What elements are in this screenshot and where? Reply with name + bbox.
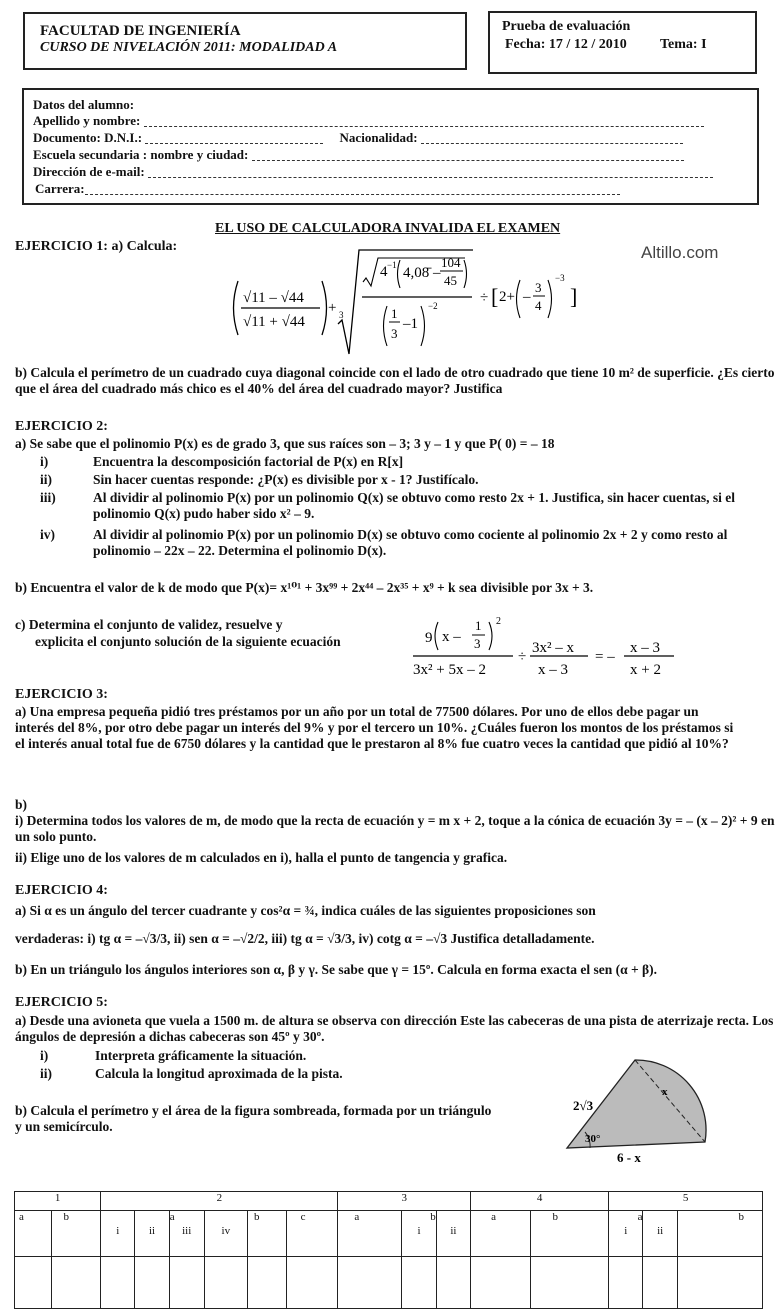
grid-group-1: 1	[15, 1192, 101, 1211]
svg-text:2+: 2+	[499, 289, 515, 305]
ex2-i-num: i)	[40, 454, 49, 469]
doc-label: Documento: D.N.I.:	[33, 130, 143, 145]
grid-score-cell[interactable]	[677, 1257, 762, 1309]
grid-5a-i-label: i	[624, 1225, 628, 1237]
svg-text:−2: −2	[428, 301, 438, 311]
grid-group-3: 3	[338, 1192, 471, 1211]
svg-text:3: 3	[339, 310, 344, 320]
ex5-ai-num: i)	[40, 1048, 49, 1063]
grid-2a-iii: a iii	[169, 1211, 204, 1257]
student-school-row	[33, 147, 684, 163]
ex4-title: EJERCICIO 4:	[15, 883, 108, 898]
ex1-title: EJERCICIO 1: a) Calcula:	[15, 239, 178, 254]
svg-text:4: 4	[535, 298, 542, 313]
svg-text:√11 – √44: √11 – √44	[243, 290, 304, 306]
email-label: Dirección de e-mail:	[33, 164, 145, 179]
svg-text:9: 9	[425, 630, 433, 646]
svg-text:x –: x –	[442, 629, 461, 645]
svg-text:]: ]	[570, 284, 578, 309]
name-label: Apellido y nombre:	[33, 113, 141, 128]
fig-base: 6 - x	[617, 1150, 641, 1165]
ex5-a: a) Desde una avioneta que vuela a 1500 m. de altura se observa con dirección Este las cabeceras de una pista de aterrizaje recta. Los ángulos de depresión a dichas cabeceras son 45º y 30º.	[15, 1013, 774, 1044]
calculator-warning: EL USO DE CALCULADORA INVALIDA EL EXAMEN	[215, 221, 561, 236]
svg-text:3x² + 5x – 2: 3x² + 5x – 2	[413, 662, 486, 678]
grid-score-cell[interactable]	[169, 1257, 204, 1309]
nationality-field[interactable]	[421, 135, 683, 144]
svg-text:√11 + √44: √11 + √44	[243, 314, 305, 330]
svg-text:3: 3	[391, 326, 398, 341]
grid-score-cell[interactable]	[402, 1257, 436, 1309]
svg-text:−3: −3	[555, 273, 565, 283]
ex2-i-text: Encuentra la descomposición factorial de P(x) en R[x]	[93, 454, 404, 469]
ex2-iii-text: Al dividir al polinomio P(x) por un polinomio Q(x) se obtuvo como resto 2x + 1. Justifica, sin hacer cuentas, si el polinomio Q(x) pudo haber sido x² – 9.	[93, 490, 735, 521]
student-data-title: Datos del alumno:	[33, 97, 135, 112]
grid-3b-i: b i	[402, 1211, 436, 1257]
ex3-a: a) Una empresa pequeña pidió tres préstamos por un año por un total de 77500 dólares. Por uno de ellos debe pagar un interés del 8%, por otro debe pagar un interés del 9% y por el tercero un 10%. ¿Cuáles fueron los montos de los préstamos si el interés anual total fue de 6750 dólares y la cantidad que le prestaron al 8% fue cuatro veces la cantidad que pidió al 10%?	[15, 704, 734, 751]
grid-score-cell[interactable]	[530, 1257, 609, 1309]
ex4-a1: a) Si α es un ángulo del tercer cuadrante y cos²α = ¾, indica cuáles de las siguientes proposiciones son	[15, 903, 596, 918]
ex5-ai	[40, 1048, 306, 1064]
grid-3b-ii	[436, 1211, 470, 1257]
ex5-b: b) Calcula el perímetro y el área de la figura sombreada, formada por un triángulo y un semicírculo.	[15, 1103, 492, 1134]
grid-score-cell[interactable]	[609, 1257, 643, 1309]
test-theme: Tema: I	[660, 37, 707, 52]
ex2-i	[40, 454, 775, 470]
svg-text:x – 3: x – 3	[630, 640, 660, 656]
grid-2a-ii-label: ii	[149, 1225, 156, 1237]
grid-5a-ii-label: ii	[657, 1225, 664, 1237]
grid-3a: a	[338, 1211, 402, 1257]
career-label: Carrera:	[35, 181, 85, 196]
grid-score-cell[interactable]	[204, 1257, 247, 1309]
grid-score-cell[interactable]	[51, 1257, 101, 1309]
student-career-row	[35, 181, 620, 197]
grid-score-cell[interactable]	[436, 1257, 470, 1309]
ex2-iii	[40, 490, 775, 522]
fig-angle: 30°	[585, 1133, 601, 1145]
svg-text:1: 1	[391, 306, 398, 321]
ex3-bii: ii) Elige uno de los valores de m calculados en i), halla el punto de tangencia y grafica.	[15, 850, 508, 865]
grid-group-2: 2	[101, 1192, 338, 1211]
ex4-b: b) En un triángulo los ángulos interiores son α, β y γ. Se sabe que γ = 15º. Calcula en forma exacta el sen (α + β).	[15, 962, 658, 977]
grid-4b: b	[530, 1211, 609, 1257]
ex5-aii	[40, 1066, 343, 1082]
score-grid	[14, 1191, 763, 1309]
student-doc-row	[33, 130, 683, 146]
grid-score-cell[interactable]	[135, 1257, 169, 1309]
svg-text:x – 3: x – 3	[538, 662, 568, 678]
svg-text:= –: = –	[595, 649, 615, 665]
svg-text:3: 3	[535, 280, 542, 295]
grid-score-cell[interactable]	[643, 1257, 677, 1309]
grid-2a-iv	[204, 1211, 247, 1257]
grid-score-cell[interactable]	[248, 1257, 287, 1309]
grid-2a-iii-label: iii	[182, 1225, 192, 1237]
ex5-title: EJERCICIO 5:	[15, 995, 108, 1010]
grid-1a: a	[15, 1211, 52, 1257]
fig-x: x	[662, 1086, 668, 1098]
ex2-title: EJERCICIO 2:	[15, 419, 108, 434]
svg-text:+: +	[328, 300, 337, 316]
ex2-equation	[410, 612, 685, 682]
watermark: Altillo.com	[641, 243, 719, 262]
doc-field[interactable]	[145, 135, 323, 144]
ex2-ii-num: ii)	[40, 472, 52, 487]
grid-5a-i: a i	[609, 1211, 643, 1257]
ex5-aii-text: Calcula la longitud aproximada de la pista.	[95, 1066, 343, 1081]
ex3-b: b)	[15, 797, 28, 812]
svg-text:−1: −1	[387, 260, 397, 270]
grid-score-cell[interactable]	[338, 1257, 402, 1309]
grid-2a-iv-label: iv	[221, 1225, 231, 1237]
grid-5b: b	[677, 1211, 762, 1257]
ex2-b: b) Encuentra el valor de k de modo que P(x)= x¹⁰¹ + 3x⁹⁹ + 2x⁴⁴ – 2x³⁵ + x⁹ + k sea divisible por 3x + 3.	[15, 580, 594, 595]
svg-text:÷: ÷	[480, 290, 489, 306]
ex5-figure	[545, 1050, 745, 1165]
ex5-ai-text: Interpreta gráficamente la situación.	[95, 1048, 307, 1063]
school-label: Escuela secundaria : nombre y ciudad:	[33, 147, 249, 162]
grid-2a-i-label: i	[116, 1225, 120, 1237]
svg-text:2: 2	[496, 616, 501, 627]
svg-text:–: –	[523, 289, 531, 305]
ex2-c2: explicita el conjunto solución de la siguiente ecuación	[35, 634, 341, 649]
grid-score-cell[interactable]	[471, 1257, 530, 1309]
email-field[interactable]	[148, 169, 713, 178]
grid-4a: a	[471, 1211, 530, 1257]
grid-group-4: 4	[471, 1192, 609, 1211]
svg-text:x + 2: x + 2	[630, 662, 661, 678]
grid-3b-i-label: i	[417, 1225, 421, 1237]
grid-2a-ii	[135, 1211, 169, 1257]
ex5-aii-num: ii)	[40, 1066, 52, 1081]
svg-text:3x² – x: 3x² – x	[532, 640, 574, 656]
career-field[interactable]	[85, 186, 620, 195]
ex2-iv-num: iv)	[40, 527, 55, 542]
grid-2b: b	[248, 1211, 287, 1257]
grid-group-5: 5	[609, 1192, 763, 1211]
grid-score-cell[interactable]	[101, 1257, 135, 1309]
svg-text:–1: –1	[403, 316, 418, 332]
svg-text:[: [	[491, 284, 499, 309]
grid-5a-ii	[643, 1211, 677, 1257]
ex2-a: a) Se sabe que el polinomio P(x) es de grado 3, que sus raíces son – 3; 3 y – 1 y que P( 0) = – 18	[15, 436, 555, 451]
grid-score-cell[interactable]	[15, 1257, 52, 1309]
svg-text:4: 4	[380, 264, 388, 280]
grid-score-cell[interactable]	[286, 1257, 338, 1309]
svg-text:4,08̄ –: 4,08̄ –	[403, 265, 441, 281]
test-date: Fecha: 17 / 12 / 2010	[505, 37, 627, 52]
faculty-title: FACULTAD DE INGENIERÍA	[40, 23, 241, 39]
ex2-ii-text: Sin hacer cuentas responde: ¿P(x) es divisible por x - 1? Justifícalo.	[93, 472, 479, 487]
test-name: Prueba de evaluación	[502, 19, 631, 34]
ex2-iv-text: Al dividir al polinomio P(x) por un polinomio D(x) se obtuvo como cociente al polinomio 2x + 2 y como resto al polinomio – 22x – 22. Determina el polinomio D(x).	[93, 527, 728, 558]
fig-side: 2√3	[573, 1098, 594, 1113]
svg-text:104: 104	[441, 255, 461, 270]
grid-1b: b	[51, 1211, 101, 1257]
ex2-iii-num: iii)	[40, 490, 56, 505]
school-field[interactable]	[252, 152, 684, 161]
student-email-row	[33, 164, 713, 180]
ex4-a2: verdaderas: i) tg α = –√3/3, ii) sen α = –√2/2, iii) tg α = √3/3, iv) cotg α = –√3 Justifica detalladamente.	[15, 931, 595, 946]
svg-text:÷: ÷	[518, 649, 527, 665]
svg-text:3: 3	[474, 636, 481, 651]
ex2-c1: c) Determina el conjunto de validez, resuelve y	[15, 617, 283, 632]
ex1-b: b) Calcula el perímetro de un cuadrado cuya diagonal coincide con el lado de otro cuadrado que tiene 10 m² de superficie. ¿Es cierto que el área del cuadrado más chico es el 40% del área del cuadrado mayor? Justifica	[15, 365, 775, 396]
ex3-title: EJERCICIO 3:	[15, 687, 108, 702]
grid-3b-ii-label: ii	[450, 1225, 457, 1237]
ex1-formula	[225, 246, 595, 358]
name-field[interactable]	[144, 118, 704, 127]
grid-2c: c	[286, 1211, 338, 1257]
svg-text:45: 45	[444, 273, 457, 288]
svg-text:1: 1	[475, 618, 482, 633]
student-name-row	[33, 113, 704, 129]
ex3-bi: i) Determina todos los valores de m, de modo que la recta de ecuación y = m x + 2, toque a la cónica de ecuación 3y = – (x – 2)² + 9 en un solo punto.	[15, 813, 775, 844]
ex2-iv	[40, 527, 775, 559]
ex2-ii	[40, 472, 775, 488]
course-title: CURSO DE NIVELACIÓN 2011: MODALIDAD A	[40, 40, 338, 55]
grid-2a-i	[101, 1211, 135, 1257]
nationality-label: Nacionalidad:	[339, 130, 418, 145]
